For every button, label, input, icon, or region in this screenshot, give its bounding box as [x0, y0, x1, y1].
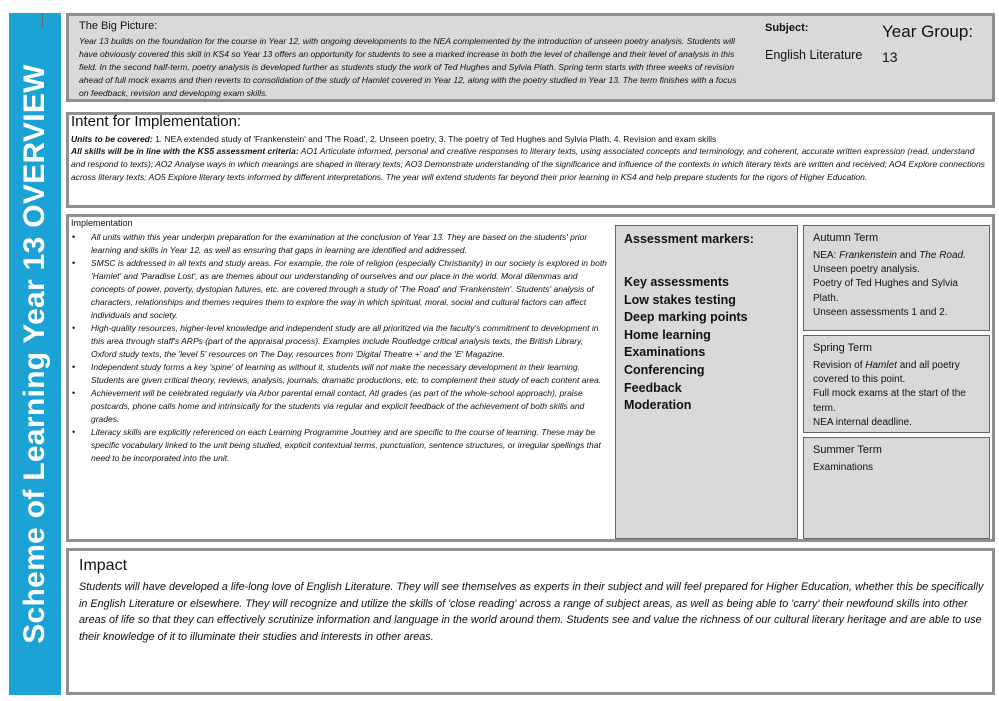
autumn-term-item: NEA: Frankenstein and The Road. — [813, 250, 966, 261]
subject-value: English Literature — [765, 48, 863, 62]
assessment-marker-item: Low stakes testing — [624, 292, 736, 307]
implementation-section — [66, 214, 995, 542]
document-title: Scheme of Learning Year 13 OVERVIEW — [18, 64, 51, 644]
assessment-marker-item: Feedback — [624, 380, 682, 395]
assessment-marker-item: Key assessments — [624, 275, 729, 289]
units-text: 1. NEA extended study of 'Frankenstein' and 'The Road', 2. Unseen poetry, 3. The poetry of Ted Hughes and Sylvia Plath, 4. Revision and exam skills — [152, 134, 717, 144]
list-item: • SMSC is addressed in all texts and study areas. For example, the role of religion (especially Christianity) in our society is explored in both 'Hamlet' and 'Paradise Lost', as are themes about our understanding of ourselves and our place in the world. Moral dilemmas and concepts of power, poverty, dystopian futures, etc. are covered through a study of 'The Road' and 'Frankenstein'. Students' analysis of characters, relationships and themes requires them to explore the way in which spiritual, moral, social and cultural factors can affect individuals and society. — [72, 258, 607, 320]
intent-section — [66, 112, 995, 208]
spring-term-item: Full mock exams at the start of the term. — [813, 388, 966, 414]
year-group-value: 13 — [882, 49, 898, 65]
bullet-icon: • — [72, 258, 76, 268]
autumn-term-panel — [803, 225, 990, 331]
implementation-list — [69, 231, 609, 465]
list-item: • All units within this year underpin preparation for the examination at the conclusion of Year 13. They are based on the students' prior learning and skills in Year 12, as well as ensuring that gaps in learning are identified and addressed. — [72, 232, 588, 255]
bullet-icon: • — [72, 388, 76, 398]
autumn-term-list — [813, 249, 985, 320]
autumn-term-title: Autumn Term — [813, 232, 879, 244]
assessment-marker-item: Deep marking points — [624, 310, 748, 325]
summer-term-title: Summer Term — [813, 444, 882, 456]
spring-term-item: NEA internal deadline. — [813, 416, 912, 428]
big-picture-text: Year 13 builds on the foundation for the course in Year 12, with ongoing developments to the NEA complemented by the introduction of unseen poetry analysis. Students will have obviously covered this skill in KS4 so Year 13 offers an opportunity for students to see a marked increase in both the level of challenge and their level of analysis in this field. In the second half-term, poetry analysis is developed further as students study the work of Ted Hughes and Sylvia Plath. Spring term starts with three weeks of revision ahead of full mock exams and then reverts to consolidation of the study of Hamlet covered in Year 12, along with the poetry studied in Year 13. The term finishes with a focus on feedback, revision and developing exam skills. — [79, 36, 737, 99]
impact-section — [66, 548, 995, 695]
implementation-heading: Implementation — [71, 218, 133, 228]
corner-mark — [42, 13, 43, 27]
autumn-term-item: Poetry of Ted Hughes and Sylvia Plath. — [813, 278, 958, 304]
spring-term-item: Revision of Hamlet and all poetry covered to this point. — [813, 360, 960, 386]
list-item: • Achievement will be celebrated regularly via Arbor parental email contact, Atl grades (as part of the whole-school approach), praise postcards, phone calls home and intrinsically for the students via regular and explicit feedback of the achievement of both skills and grades. — [72, 388, 585, 424]
subject-label: Subject: — [765, 22, 809, 34]
assessment-marker-item: Examinations — [624, 345, 706, 360]
spring-term-list — [813, 359, 985, 430]
assessment-marker-item: Moderation — [624, 398, 692, 413]
impact-heading: Impact — [79, 557, 128, 574]
skills-label: All skills will be in line with the KS5 assessment criteria: — [71, 146, 299, 156]
impact-text: Students will have developed a life-long love of English Literature. They will see themselves as experts in their subject and will feel prepared for Higher Education, whether this be specifically in English Literature or elsewhere. They will recognize and utilize the skills of 'close reading' across a range of subject areas, as well as being able to 'carry' their newfound skills into other areas of life so that they can effectively scrutinize information and language in the world around them. Students see and value the richness of our cultural literary heritage and are able to use their knowledge of it to illuminate their studies and interests in other areas. — [79, 581, 984, 643]
summer-term-item: Examinations — [813, 462, 874, 473]
bullet-icon: • — [72, 362, 76, 372]
list-item: • Independent study forms a key 'spine' of learning as without it, students will not make the necessary development in their learning. Students are given critical theory, reviews, analysis, journals, dramatic productions, etc. to complement their study of each content area. — [72, 362, 602, 385]
big-picture-heading: The Big Picture: — [79, 20, 158, 32]
units-label: Units to be covered: — [71, 134, 153, 144]
assessment-marker-item: Conferencing — [624, 362, 705, 377]
autumn-term-item: Unseen assessments 1 and 2. — [813, 306, 948, 318]
bullet-icon: • — [72, 232, 76, 242]
skills-criteria — [71, 145, 991, 184]
spring-term-panel — [803, 335, 990, 433]
big-picture-section — [66, 13, 995, 102]
list-item: • High-quality resources, higher-level knowledge and independent study are all prioritized via the faculty's commitment to development in this area through staff's ARPs (part of the appraisal process). Examples include Routledge critical analysis texts, the British Library, Oxford study texts, the 'level 5' resources on The Day, resources from 'Digital Theatre +' and the 'E' Magazine. — [72, 323, 599, 359]
summer-term-list — [813, 461, 985, 475]
spring-term-title: Spring Term — [813, 342, 873, 354]
assessment-markers-list — [624, 274, 748, 415]
year-group-label: Year Group: — [882, 22, 974, 41]
assessment-markers-panel — [615, 225, 798, 539]
bullet-icon: • — [72, 427, 76, 437]
intent-heading: Intent for Implementation: — [71, 113, 242, 130]
sidebar-banner — [9, 13, 61, 695]
units-to-be-covered — [71, 133, 991, 145]
skills-text: AO1 Articulate informed, personal and creative responses to literary texts, using associated concepts and terminology, and coherent, accurate written expression (read, understand and respond to texts); AO2 Analyse ways in which meanings are shaped in literary texts; AO3 Demonstrate understanding of the significance and influence of the contexts in which literary texts are written and received; AO4 Explore connections across literary texts; AO5 Explore literary texts informed by different interpretations. The year will extend students far beyond their prior learning in KS4 and help prepare students for the rigors of Higher Education. — [71, 146, 985, 182]
autumn-term-item: Unseen poetry analysis. — [813, 264, 920, 276]
list-item: • Literacy skills are explicitly referenced on each Learning Programme Journey and are specific to the course of learning. These may be specific vocabulary linked to the unit being studied, explicit contextual terms, punctuation, sentence structures, or irregular spellings that need to be incorporated into the unit. — [72, 427, 601, 463]
assessment-markers-title: Assessment markers: — [624, 232, 754, 246]
bullet-icon: • — [72, 323, 76, 333]
summer-term-panel — [803, 437, 990, 539]
assessment-marker-item: Home learning — [624, 327, 711, 342]
